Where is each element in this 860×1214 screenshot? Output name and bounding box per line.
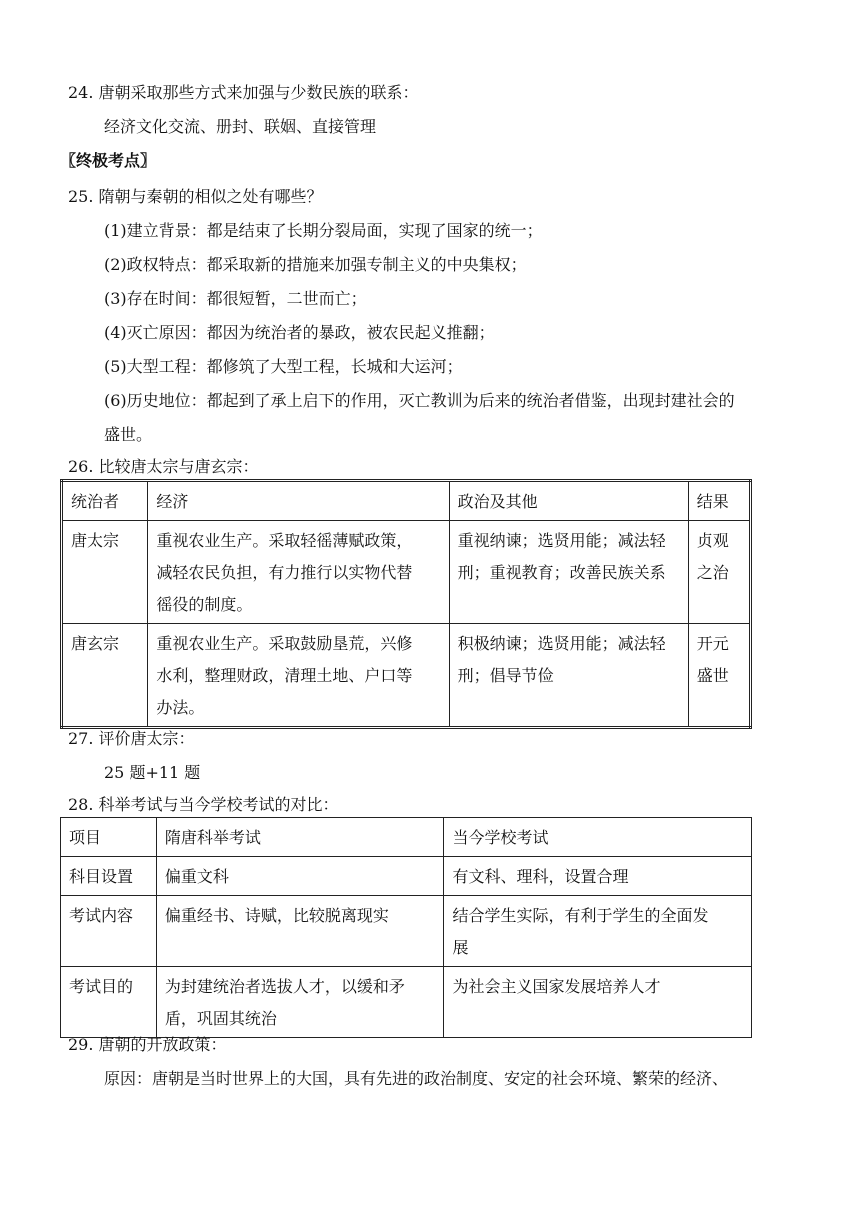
item-cell: 考试内容 — [61, 896, 157, 967]
modern-cell — [444, 967, 752, 1038]
modern-cell — [444, 857, 752, 896]
keju-cell — [156, 967, 444, 1038]
table-row — [62, 521, 751, 624]
q24-title: 24. 唐朝采取那些方式来加强与少数民族的联系： — [68, 83, 419, 102]
cell-line: 盛世 — [696, 666, 729, 685]
table-row — [61, 967, 752, 1038]
cell-line: 重视农业生产。采取轻徭薄赋政策， — [156, 531, 413, 550]
item-cell: 考试目的 — [61, 967, 157, 1038]
cell-line: 刑；倡导节俭 — [457, 666, 554, 685]
result-cell — [688, 521, 750, 624]
table-header-row — [62, 481, 751, 521]
q25-point-6: (6)历史地位：都起到了承上启下的作用，灭亡教训为后来的统治者借鉴，出现封建社会的 — [104, 391, 735, 410]
header-keju: 隋唐科举考试 — [156, 818, 444, 857]
cell-line: 徭役的制度。 — [156, 595, 253, 614]
cell-line: 重视农业生产。采取鼓励垦荒，兴修 — [156, 634, 413, 653]
cell-line: 结合学生实际，有利于学生的全面发 — [452, 906, 709, 925]
q25-point-2: (2)政权特点：都采取新的措施来加强专制主义的中央集权； — [104, 255, 527, 274]
q25-point-3: (3)存在时间：都很短暂，二世而亡； — [104, 289, 367, 308]
ruler-cell: 唐太宗 — [62, 521, 148, 624]
economy-cell — [148, 521, 449, 624]
cell-line: 为封建统治者选拔人才，以缓和矛 — [164, 977, 405, 996]
cell-line: 展 — [452, 938, 469, 957]
politics-cell — [449, 624, 688, 728]
keju-cell — [156, 857, 444, 896]
q27-answer: 25 题+11 题 — [104, 763, 201, 782]
item-cell: 科目设置 — [61, 857, 157, 896]
cell-line: 偏重经书、诗赋，比较脱离现实 — [164, 906, 389, 925]
cell-line: 偏重文科 — [164, 867, 229, 886]
keju-cell — [156, 896, 444, 967]
q25-point-4: (4)灭亡原因：都因为统治者的暴政，被农民起义推翻； — [104, 323, 495, 342]
q25-title: 25. 隋朝与秦朝的相似之处有哪些？ — [68, 187, 323, 206]
cell-line: 水利，整理财政，清理土地、户口等 — [156, 666, 413, 685]
q24-answer: 经济文化交流、册封、联姻、直接管理 — [104, 117, 377, 136]
cell-line: 贞观 — [696, 531, 729, 550]
header-item: 项目 — [61, 818, 157, 857]
economy-cell — [148, 624, 449, 728]
cell-line: 办法。 — [156, 698, 205, 717]
q27-title: 27. 评价唐太宗： — [68, 729, 195, 748]
q25-point-5: (5)大型工程：都修筑了大型工程，长城和大运河； — [104, 357, 463, 376]
q25-point-1: (1)建立背景：都是结束了长期分裂局面，实现了国家的统一； — [104, 221, 543, 240]
cell-line: 为社会主义国家发展培养人才 — [452, 977, 661, 996]
exam-comparison-table — [60, 817, 752, 1038]
cell-line: 重视纳谏；选贤用能；减法轻 — [457, 531, 666, 550]
cell-line: 之治 — [696, 563, 729, 582]
ruler-comparison-table — [60, 479, 752, 729]
header-result: 结果 — [688, 481, 750, 521]
result-cell — [688, 624, 750, 728]
header-ruler: 统治者 — [62, 481, 148, 521]
cell-line: 有文科、理科，设置合理 — [452, 867, 629, 886]
ruler-cell: 唐玄宗 — [62, 624, 148, 728]
q28-title: 28. 科举考试与当今学校考试的对比： — [68, 795, 339, 814]
q29-title: 29. 唐朝的开放政策： — [68, 1035, 227, 1054]
header-modern: 当今学校考试 — [444, 818, 752, 857]
section-heading: 〖终极考点〗 — [60, 151, 157, 170]
politics-cell — [449, 521, 688, 624]
cell-line: 刑；重视教育；改善民族关系 — [457, 563, 666, 582]
table-row — [61, 857, 752, 896]
modern-cell — [444, 896, 752, 967]
table-header-row — [61, 818, 752, 857]
q29-reason: 原因：唐朝是当时世界上的大国，具有先进的政治制度、安定的社会环境、繁荣的经济、 — [104, 1069, 729, 1088]
header-economy: 经济 — [148, 481, 449, 521]
q25-continuation: 盛世。 — [104, 425, 153, 444]
cell-line: 盾，巩固其统治 — [164, 1009, 277, 1028]
cell-line: 开元 — [696, 634, 729, 653]
table-row — [62, 624, 751, 728]
cell-line: 减轻农民负担，有力推行以实物代替 — [156, 563, 413, 582]
q26-title: 26. 比较唐太宗与唐玄宗： — [68, 457, 259, 476]
header-politics: 政治及其他 — [449, 481, 688, 521]
table-row — [61, 896, 752, 967]
cell-line: 积极纳谏；选贤用能；减法轻 — [457, 634, 666, 653]
